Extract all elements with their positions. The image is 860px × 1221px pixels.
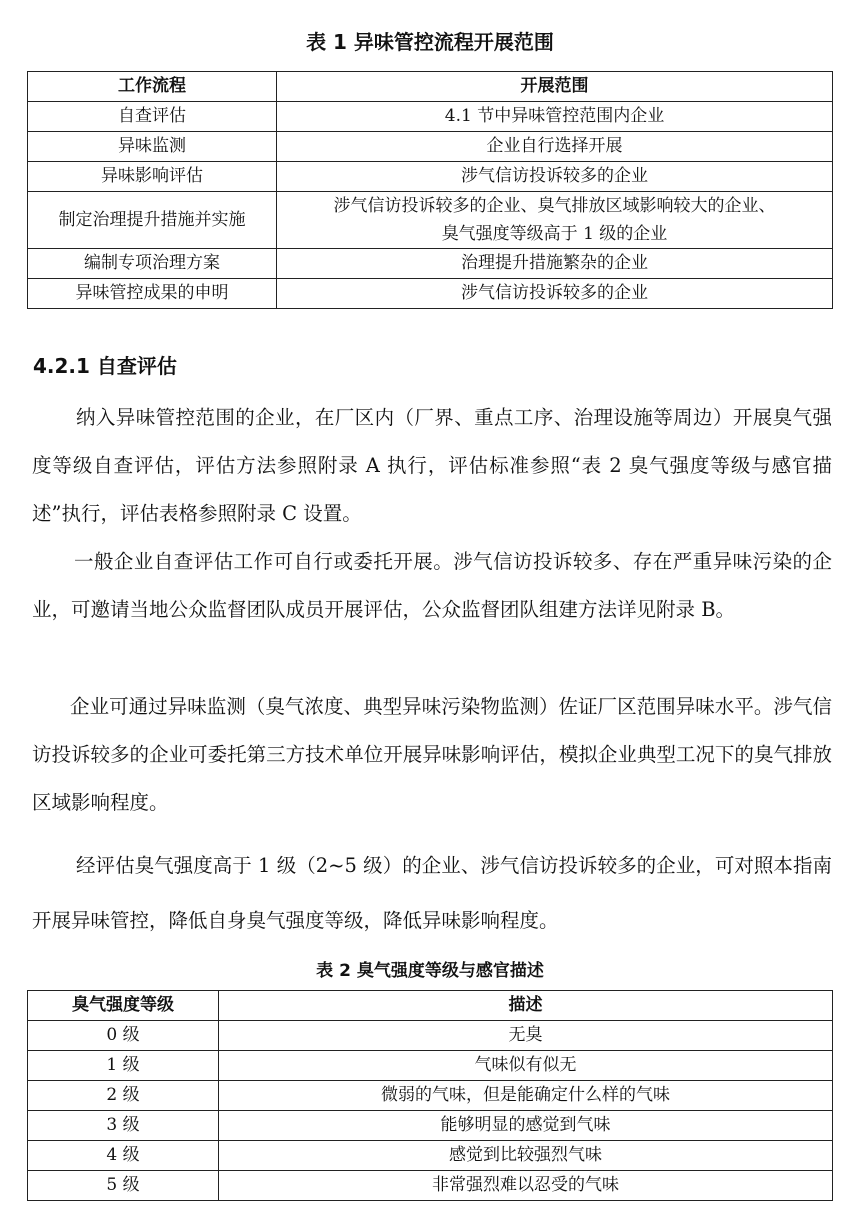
- process-cell: 制定治理提升措施并实施: [28, 192, 277, 249]
- table-row: [28, 1141, 833, 1171]
- scope-cell: 涉气信访投诉较多的企业: [277, 279, 833, 309]
- table-row: [28, 1021, 833, 1051]
- table-row: [28, 162, 833, 192]
- description-cell: 微弱的气味，但是能确定什么样的气味: [219, 1081, 833, 1111]
- column-header-description: 描述: [219, 991, 833, 1021]
- scope-cell: 企业自行选择开展: [277, 132, 833, 162]
- table2-caption: 表 2 臭气强度等级与感官描述: [316, 961, 544, 981]
- description-cell: 无臭: [219, 1021, 833, 1051]
- level-cell: 4 级: [28, 1141, 219, 1171]
- paragraph: 纳入异味管控范围的企业，在厂区内（厂界、重点工序、治理设施等周边）开展臭气强度等级自查评估，评估方法参照附录 A 执行，评估标准参照“表 2 臭气强度等级与感官描述”执行，评估表格参照附录 C 设置。: [32, 406, 832, 525]
- description-cell: 非常强烈难以忍受的气味: [219, 1171, 833, 1201]
- table-row: [28, 1081, 833, 1111]
- column-header-level: 臭气强度等级: [28, 991, 219, 1021]
- table-row: [28, 249, 833, 279]
- process-cell: 编制专项治理方案: [28, 249, 277, 279]
- level-cell: 3 级: [28, 1111, 219, 1141]
- table-row: [28, 102, 833, 132]
- table-header-row: [28, 72, 833, 102]
- scope-cell: 涉气信访投诉较多的企业: [277, 162, 833, 192]
- table1-caption: 表 1 异味管控流程开展范围: [306, 30, 554, 54]
- description-cell: 感觉到比较强烈气味: [219, 1141, 833, 1171]
- table-row: [28, 192, 833, 249]
- level-cell: 0 级: [28, 1021, 219, 1051]
- level-cell: 1 级: [28, 1051, 219, 1081]
- scope-line-2: 臭气强度等级高于 1 级的企业: [441, 224, 668, 244]
- description-cell: 能够明显的感觉到气味: [219, 1111, 833, 1141]
- scope-cell: 治理提升措施繁杂的企业: [277, 249, 833, 279]
- table-row: [28, 279, 833, 309]
- process-cell: 异味影响评估: [28, 162, 277, 192]
- table-row: [28, 132, 833, 162]
- paragraph: 企业可通过异味监测（臭气浓度、典型异味污染物监测）佐证厂区范围异味水平。涉气信访投诉较多的企业可委托第三方技术单位开展异味影响评估，模拟企业典型工况下的臭气排放区域影响程度。: [32, 695, 832, 814]
- process-cell: 异味监测: [28, 132, 277, 162]
- scope-cell: 4.1 节中异味管控范围内企业: [277, 102, 833, 132]
- process-cell: 自查评估: [28, 102, 277, 132]
- table-header-row: [28, 991, 833, 1021]
- level-cell: 5 级: [28, 1171, 219, 1201]
- process-cell: 异味管控成果的申明: [28, 279, 277, 309]
- column-header-process: 工作流程: [28, 72, 277, 102]
- odor-level-table: [27, 990, 833, 1201]
- section-heading: 4.2.1 自查评估: [33, 354, 177, 378]
- level-cell: 2 级: [28, 1081, 219, 1111]
- column-header-scope: 开展范围: [277, 72, 833, 102]
- description-cell: 气味似有似无: [219, 1051, 833, 1081]
- process-scope-table: [27, 71, 833, 309]
- table-row: [28, 1171, 833, 1201]
- scope-cell: [277, 192, 833, 249]
- scope-line-1: 涉气信访投诉较多的企业、臭气排放区域影响较大的企业、: [333, 196, 776, 216]
- table-row: [28, 1111, 833, 1141]
- paragraph: 一般企业自查评估工作可自行或委托开展。涉气信访投诉较多、存在严重异味污染的企业，可邀请当地公众监督团队成员开展评估，公众监督团队组建方法详见附录 B。: [32, 550, 832, 621]
- table-row: [28, 1051, 833, 1081]
- paragraph: 经评估臭气强度高于 1 级（2~5 级）的企业、涉气信访投诉较多的企业，可对照本指南开展异味管控，降低自身臭气强度等级，降低异味影响程度。: [32, 854, 832, 932]
